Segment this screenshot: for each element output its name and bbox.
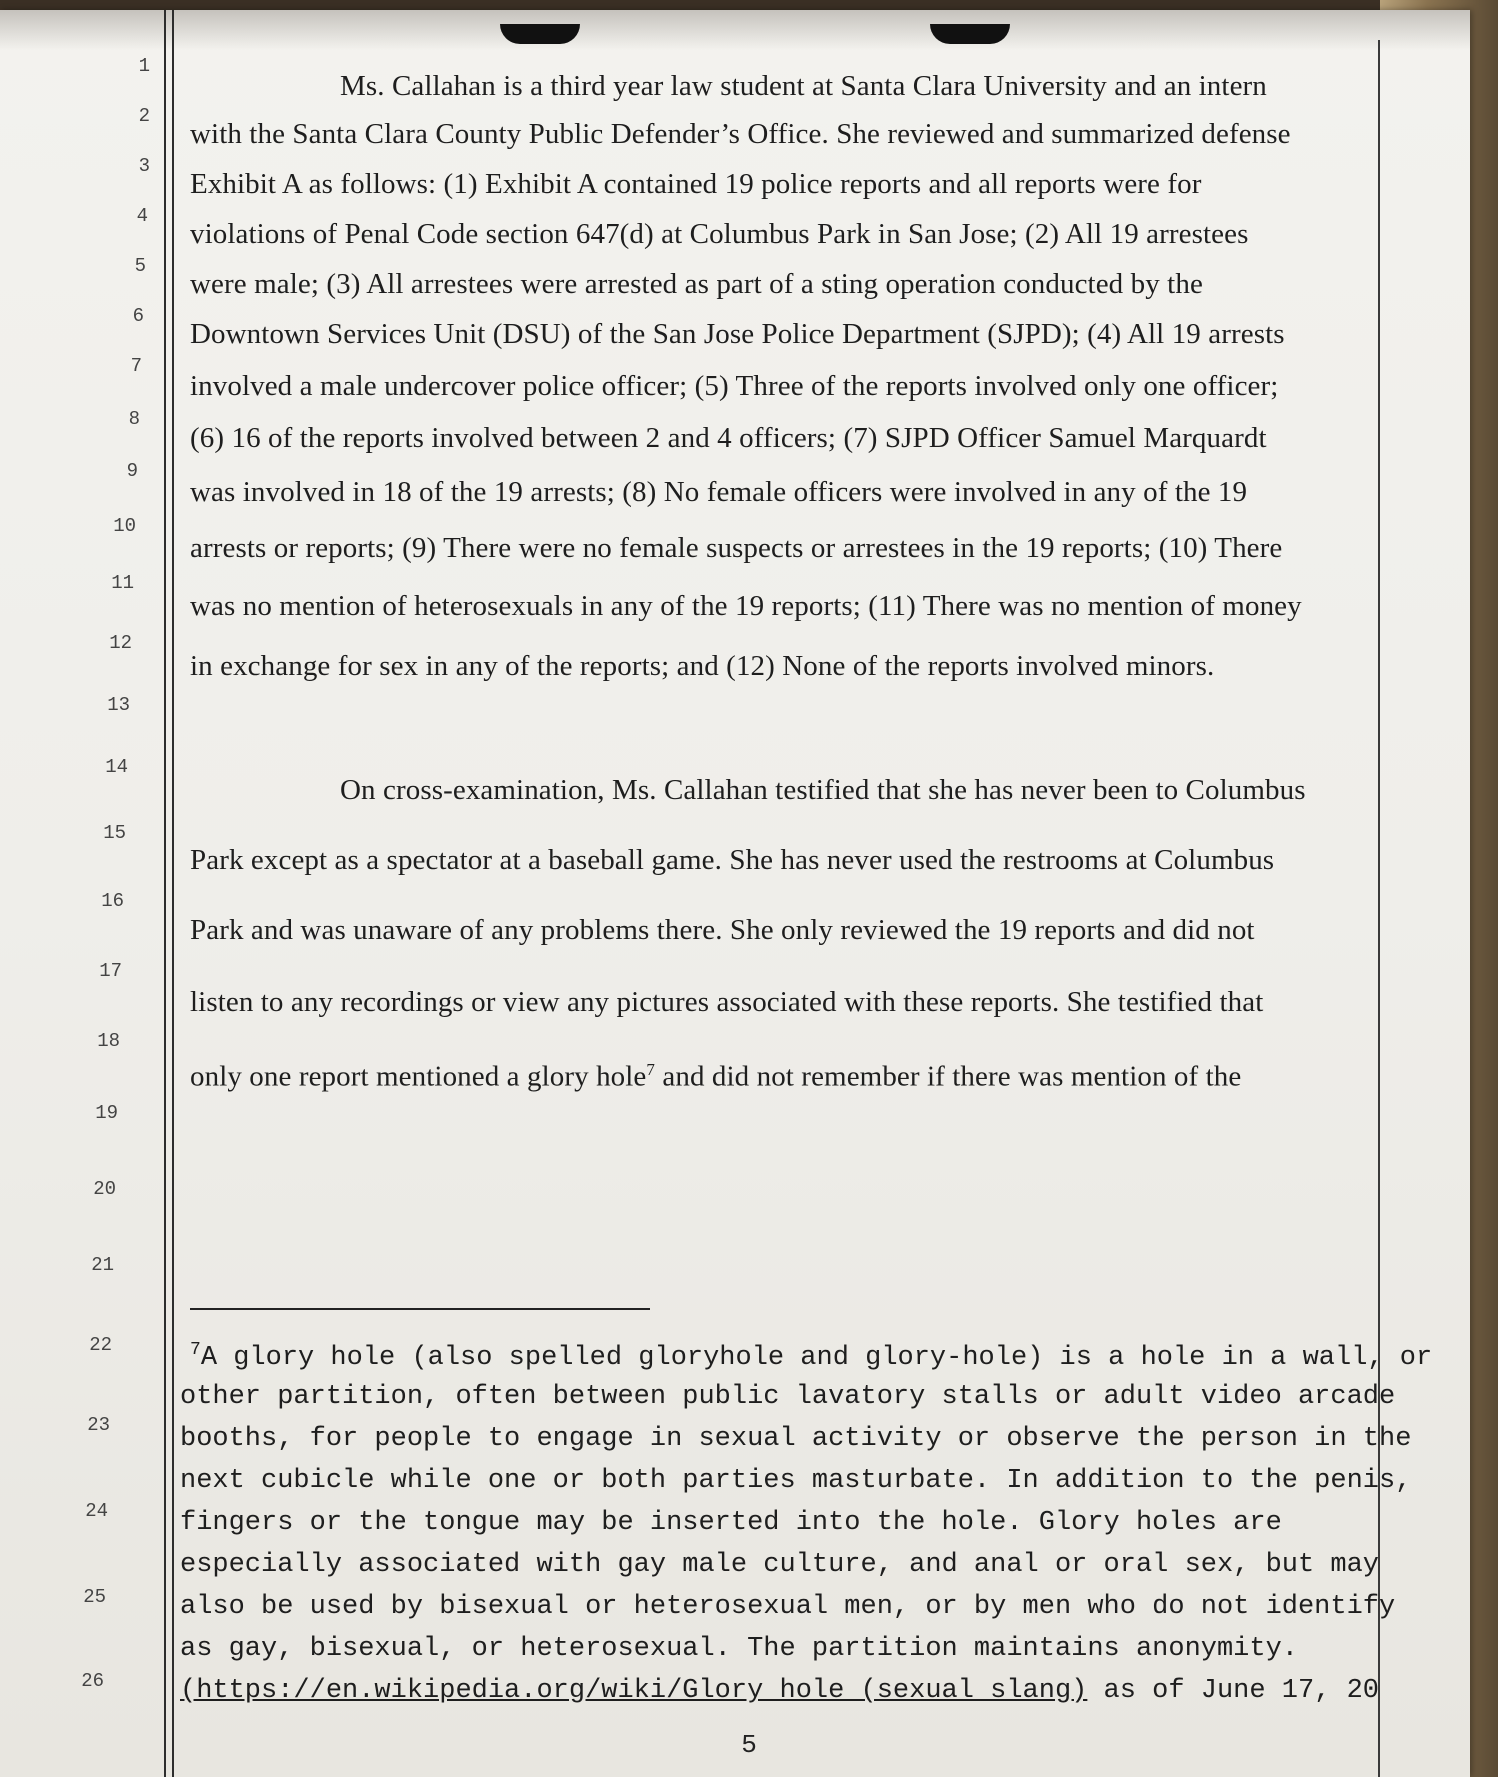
body-text-line: Downtown Services Unit (DSU) of the San Jose Police Department (SJPD); (4) All 19 arrests: [190, 318, 1285, 350]
body-text-line: On cross-examination, Ms. Callahan testified that she has never been to Columbus: [340, 774, 1306, 806]
line-number: 15: [103, 822, 126, 844]
body-text-segment: and did not remember if there was mention of the: [662, 1060, 1242, 1093]
line-number: 19: [95, 1102, 118, 1124]
footnote-line: [180, 1676, 1380, 1706]
line-number: 8: [128, 408, 140, 430]
footnote-line: booths, for people to engage in sexual activity or observe the person in the: [180, 1424, 1412, 1454]
line-number: 6: [132, 305, 144, 327]
footnote-text: A glory hole (also spelled gloryhole and glory-hole) is a hole in a wall, or: [200, 1343, 1433, 1373]
body-text-line: Park except as a spectator at a baseball game. She has never used the restrooms at Columbus: [190, 844, 1275, 876]
line-number: 18: [97, 1030, 120, 1052]
footnote-line: fingers or the tongue may be inserted into the hole. Glory holes are: [180, 1508, 1282, 1538]
line-number: 10: [113, 515, 136, 537]
line-number: 17: [99, 960, 122, 982]
body-text-line: with the Santa Clara County Public Defender’s Office. She reviewed and summarized defense: [190, 118, 1291, 150]
line-number: 20: [93, 1178, 116, 1200]
footnote-marker: 7: [190, 1340, 201, 1360]
binder-hole-left: [500, 24, 580, 44]
line-number: 13: [107, 694, 130, 716]
footnote-line: as gay, bisexual, or heterosexual. The partition maintains anonymity.: [180, 1634, 1298, 1664]
line-number: 12: [109, 632, 132, 654]
body-text-line: (6) 16 of the reports involved between 2 and 4 officers; (7) SJPD Officer Samuel Marquardt: [190, 422, 1267, 454]
body-text-line: was involved in 18 of the 19 arrests; (8) No female officers were involved in any of the 19: [190, 476, 1248, 508]
line-number: 14: [105, 756, 128, 778]
line-number: 7: [130, 355, 142, 377]
body-text-line: was no mention of heterosexuals in any of the 19 reports; (11) There was no mention of money: [190, 590, 1302, 622]
line-number: 26: [81, 1670, 104, 1692]
footnote-reference: 7: [646, 1060, 656, 1079]
body-text-line: Exhibit A as follows: (1) Exhibit A contained 19 police reports and all reports were for: [190, 168, 1202, 200]
footnote-line: also be used by bisexual or heterosexual men, or by men who do not identify: [180, 1592, 1396, 1622]
footnote-line: [190, 1340, 1433, 1373]
body-text-line: Ms. Callahan is a third year law student at Santa Clara University and an intern: [340, 70, 1267, 102]
body-text-line: involved a male undercover police officer; (5) Three of the reports involved only one officer;: [190, 370, 1279, 402]
page-number: 5: [741, 1730, 757, 1760]
footnote-text: as of June 17, 20: [1087, 1676, 1380, 1706]
body-text-line: violations of Penal Code section 647(d) at Columbus Park in San Jose; (2) All 19 arrestees: [190, 218, 1249, 250]
margin-rule-outer: [164, 10, 166, 1777]
line-number: 22: [89, 1334, 112, 1356]
page-top-shadow: [0, 10, 1470, 50]
footnote-separator: [190, 1308, 650, 1310]
body-text-line: were male; (3) All arrestees were arrested as part of a sting operation conducted by the: [190, 268, 1203, 300]
line-number: 21: [91, 1254, 114, 1276]
footnote-line: next cubicle while one or both parties masturbate. In addition to the penis,: [180, 1466, 1412, 1496]
line-number: 9: [126, 460, 138, 482]
binder-hole-right: [930, 24, 1010, 44]
line-number: 2: [138, 105, 150, 127]
margin-rule-inner: [172, 10, 174, 1777]
body-text-line: listen to any recordings or view any pictures associated with these reports. She testified that: [190, 986, 1264, 1018]
legal-document-page: [0, 10, 1470, 1777]
line-number: 11: [111, 572, 134, 594]
line-number: 3: [138, 155, 150, 177]
footnote-line: other partition, often between public lavatory stalls or adult video arcade: [180, 1382, 1396, 1412]
line-number: 25: [83, 1586, 106, 1608]
body-text-line: Park and was unaware of any problems there. She only reviewed the 19 reports and did not: [190, 914, 1255, 946]
line-number: 16: [101, 890, 124, 912]
body-text-line: in exchange for sex in any of the reports; and (12) None of the reports involved minors.: [190, 650, 1215, 682]
footnote-url-link[interactable]: (https://en.wikipedia.org/wiki/Glory hole (sexual slang): [180, 1676, 1088, 1706]
line-number: 4: [136, 205, 148, 227]
body-text-segment: only one report mentioned a glory hole: [190, 1060, 647, 1093]
footnote-line: especially associated with gay male culture, and anal or oral sex, but may: [180, 1550, 1379, 1580]
line-number: 24: [85, 1500, 108, 1522]
line-number: 23: [87, 1414, 110, 1436]
line-number: 1: [138, 55, 150, 77]
line-number: 5: [134, 255, 146, 277]
body-text-line: arrests or reports; (9) There were no female suspects or arrestees in the 19 reports; (10) There: [190, 532, 1283, 564]
body-text-line: [190, 1060, 1360, 1094]
